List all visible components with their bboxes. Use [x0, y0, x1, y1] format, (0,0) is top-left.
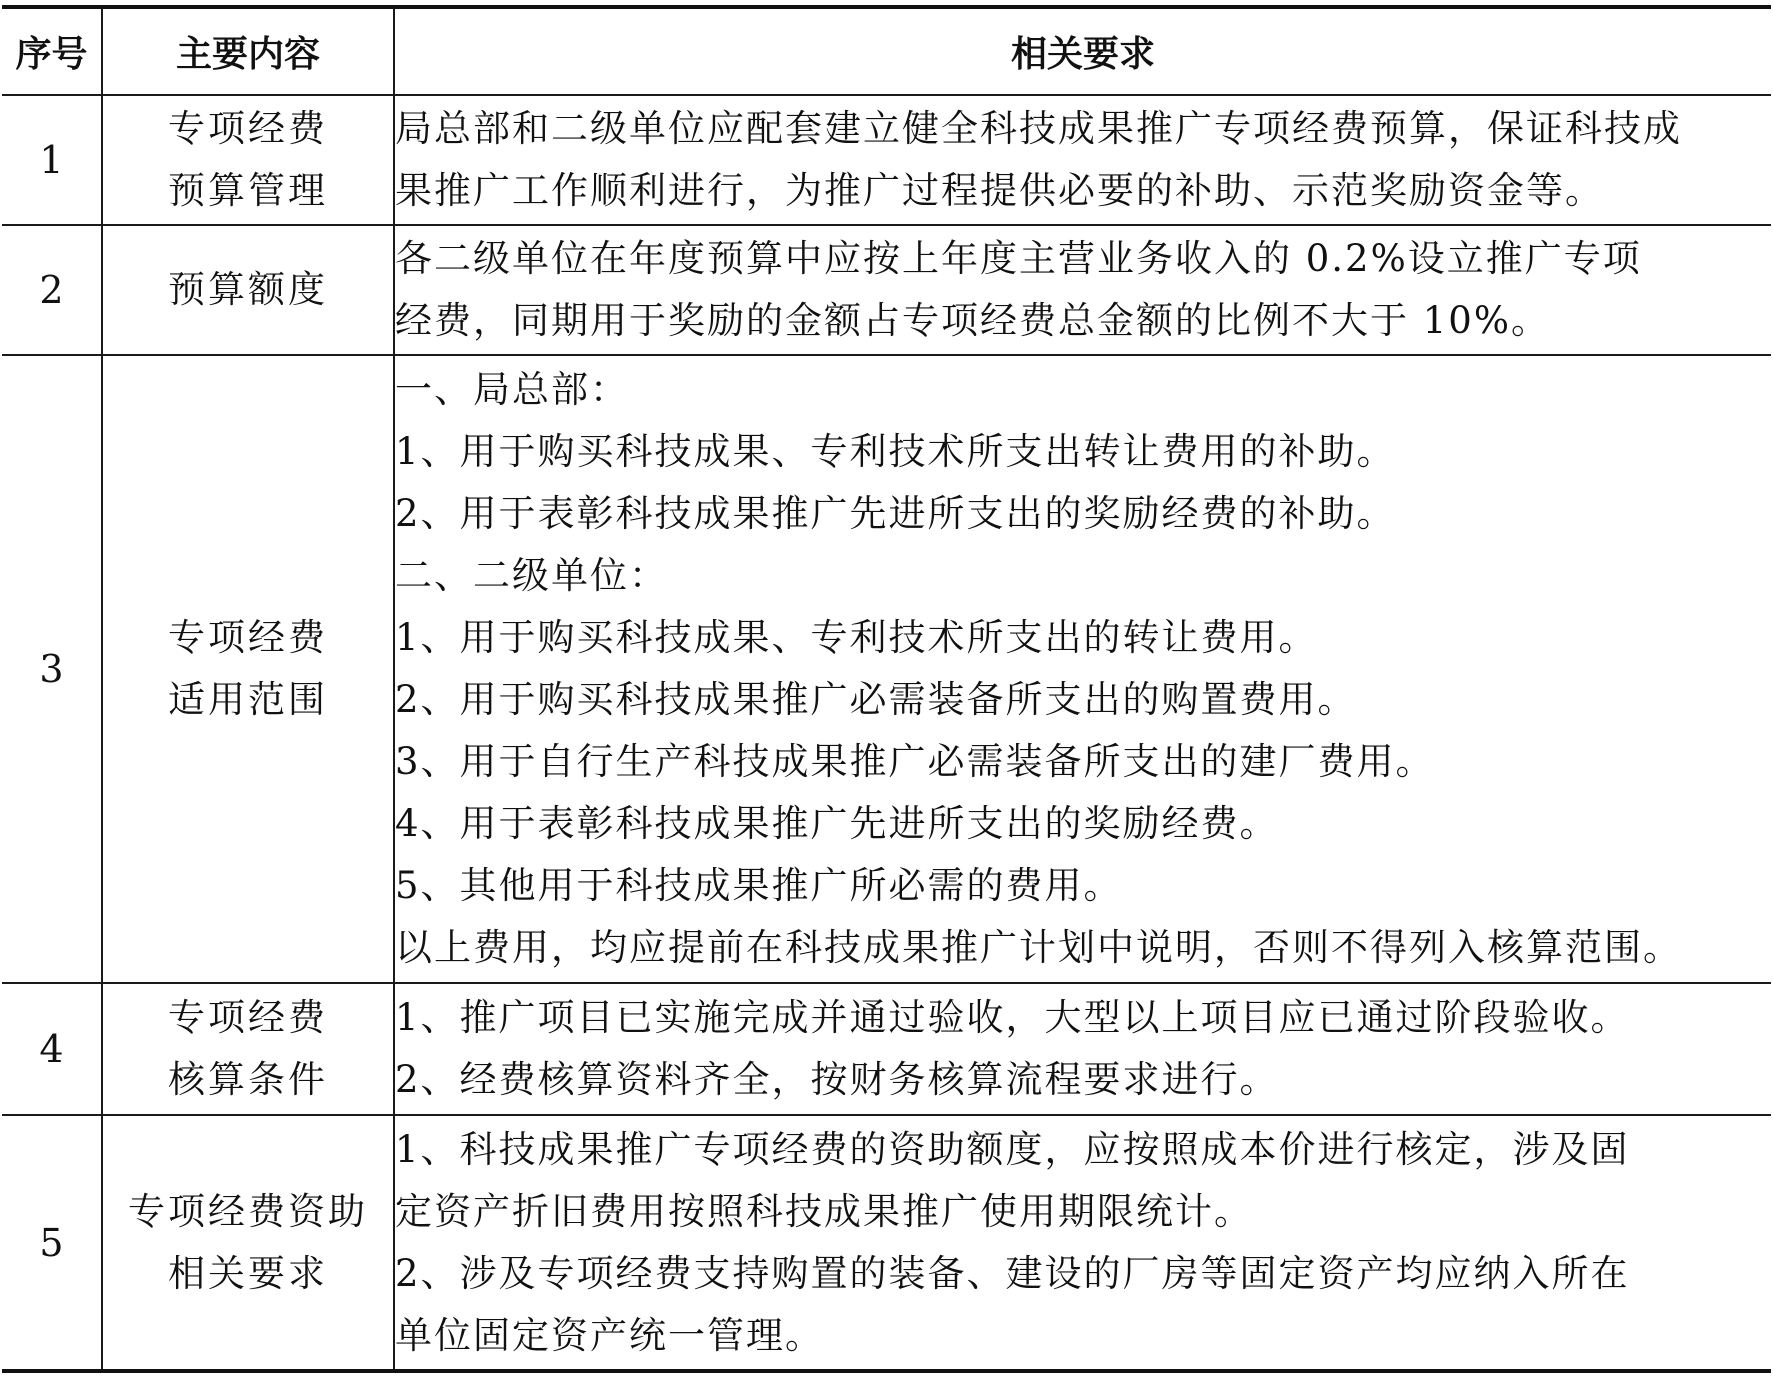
requirement-note: 以上费用，均应提前在科技成果推广计划中说明，否则不得列入核算范围。 [395, 926, 1682, 969]
row-requirement [394, 95, 1771, 225]
table-row [2, 1115, 1771, 1371]
row-number: 3 [2, 355, 102, 983]
requirement-line: 经费，同期用于奖励的金额占专项经费总金额的比例不大于 10%。 [395, 299, 1550, 342]
row-number: 5 [2, 1115, 102, 1371]
topic-line: 专项经费 [168, 107, 328, 150]
topic-line: 适用范围 [168, 678, 328, 721]
topic-line: 专项经费 [168, 616, 328, 659]
requirement-line: 局总部和二级单位应配套建立健全科技成果推广专项经费预算，保证科技成 [395, 107, 1682, 150]
topic-line: 专项经费资助 [128, 1189, 368, 1233]
row-number: 1 [2, 95, 102, 225]
requirement-line: 2、用于购买科技成果推广必需装备所支出的购置费用。 [395, 678, 1357, 721]
topic-line: 相关要求 [168, 1251, 328, 1295]
topic-line: 核算条件 [168, 1058, 328, 1101]
row-requirement [394, 983, 1771, 1115]
row-requirement [394, 355, 1771, 983]
row-topic [102, 355, 394, 983]
table-row [2, 355, 1771, 983]
requirement-line: 1、用于购买科技成果、专利技术所支出转让费用的补助。 [395, 430, 1396, 473]
requirement-line: 单位固定资产统一管理。 [395, 1313, 824, 1357]
header-topic: 主要内容 [102, 7, 394, 95]
row-requirement [394, 1115, 1771, 1371]
requirement-line: 2、涉及专项经费支持购置的装备、建设的厂房等固定资产均应纳入所在 [395, 1251, 1630, 1295]
header-row [2, 7, 1771, 95]
requirements-table [2, 5, 1771, 1373]
topic-line: 预算额度 [168, 268, 328, 311]
table-body [2, 95, 1771, 1371]
topic-line: 专项经费 [168, 996, 328, 1039]
requirement-line: 定资产折旧费用按照科技成果推广使用期限统计。 [395, 1189, 1253, 1233]
row-requirement [394, 225, 1771, 355]
table-header [2, 7, 1771, 95]
row-topic [102, 1115, 394, 1371]
requirement-line: 1、用于购买科技成果、专利技术所支出的转让费用。 [395, 616, 1318, 659]
header-requirement: 相关要求 [394, 7, 1771, 95]
row-topic [102, 225, 394, 355]
row-number: 4 [2, 983, 102, 1115]
requirement-line: 1、科技成果推广专项经费的资助额度，应按照成本价进行核定，涉及固 [395, 1127, 1630, 1171]
row-number: 2 [2, 225, 102, 355]
table-row [2, 983, 1771, 1115]
requirement-line: 1、推广项目已实施完成并通过验收，大型以上项目应已通过阶段验收。 [395, 996, 1630, 1039]
requirement-line: 2、用于表彰科技成果推广先进所支出的奖励经费的补助。 [395, 492, 1396, 535]
table-row [2, 95, 1771, 225]
requirement-line: 果推广工作顺利进行，为推广过程提供必要的补助、示范奖励资金等。 [395, 169, 1604, 212]
topic-line: 预算管理 [168, 169, 328, 212]
section-heading: 一、局总部： [395, 368, 629, 411]
row-topic [102, 983, 394, 1115]
requirement-line: 4、用于表彰科技成果推广先进所支出的奖励经费。 [395, 802, 1279, 845]
section-heading: 二、二级单位： [395, 554, 668, 597]
row-topic [102, 95, 394, 225]
requirement-line: 3、用于自行生产科技成果推广必需装备所支出的建厂费用。 [395, 740, 1435, 783]
requirement-line: 2、经费核算资料齐全，按财务核算流程要求进行。 [395, 1058, 1279, 1101]
requirement-line: 各二级单位在年度预算中应按上年度主营业务收入的 0.2%设立推广专项 [395, 237, 1642, 280]
table-row [2, 225, 1771, 355]
header-no: 序号 [2, 7, 102, 95]
requirement-line: 5、其他用于科技成果推广所必需的费用。 [395, 864, 1123, 907]
